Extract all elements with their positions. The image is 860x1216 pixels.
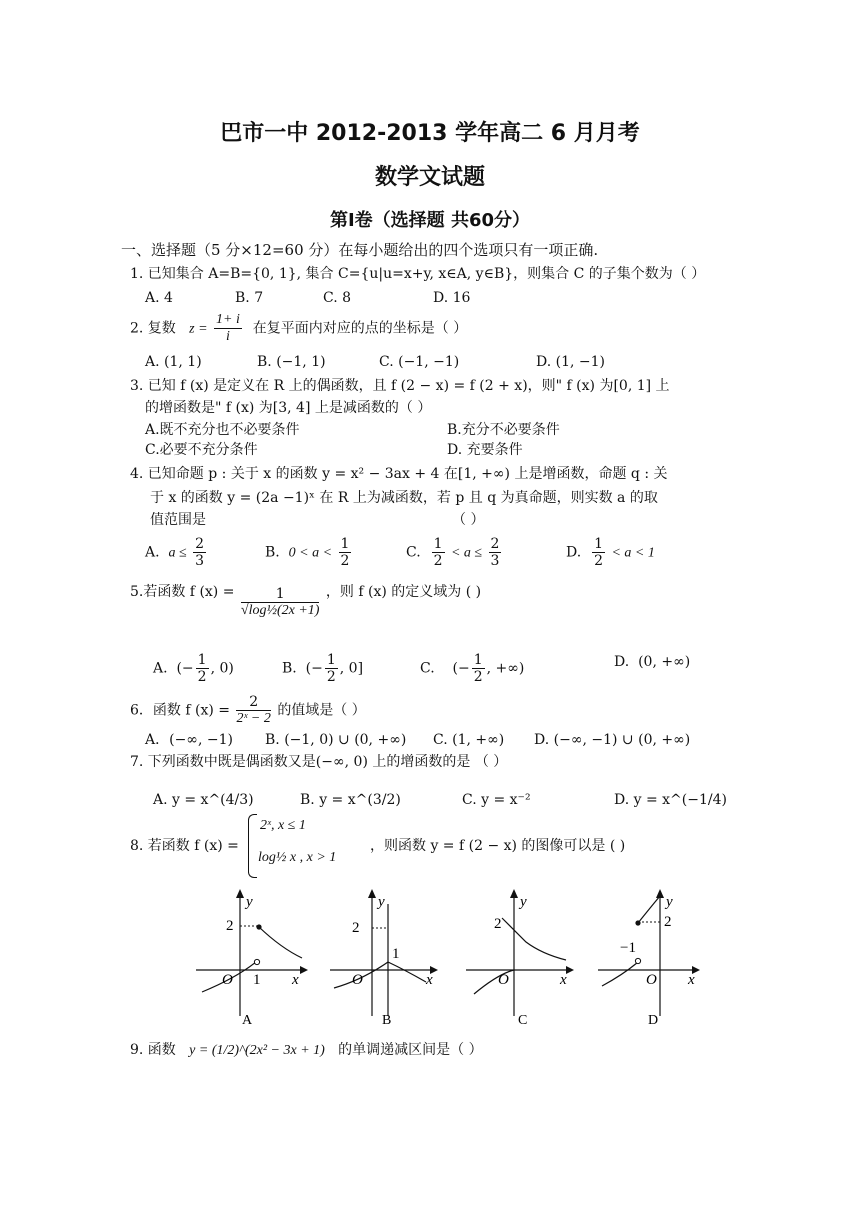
q8-b-caption: B [382,1013,392,1026]
q8-suffix: ，则函数 y = f (2 − x) 的图像可以是 ( ) [370,838,626,854]
q1-option-a: A. 4 [145,290,173,306]
q5-a-frac [196,652,209,685]
q4-b-pre: 0 < a < [288,545,333,561]
question-4-line-1: 4. 已知命题 p : 关于 x 的函数 y = x² − 3ax + 4 在[1, +∞) 上是增函数，命题 q : 关 [130,466,668,482]
q2-option-b: B. (−1, 1) [257,354,326,370]
q7-option-c: C. y = x⁻² [462,792,531,808]
q8-a-caption: A [242,1013,253,1026]
q5-c-den: 2 [473,669,483,685]
exam-title: 巴市一中 2012-2013 学年高二 6 月月考 [220,121,640,146]
instructions: 一、选择题（5 分×12=60 分）在每小题给出的四个选项只有一项正确. [121,241,599,259]
q4-a-pre: a ≤ [168,545,187,561]
q5-d-pre: (0, +∞) [638,654,691,670]
q4-option-d [566,536,655,569]
q8-graph-d [598,886,714,1026]
q5-b-num: 1 [326,652,336,668]
q8-d-label-y: y [666,894,673,910]
q4-c-num: 1 [433,536,443,552]
q3-option-d: D. 充要条件 [447,442,523,458]
q2-fraction [214,312,242,345]
q8-d-label-2: 2 [664,914,672,930]
q4-d-post: < a < 1 [611,545,655,561]
q5-a-post: , 0) [210,660,234,677]
q8-graph-a [196,886,312,1026]
q6-option-b: B. (−1, 0) ∪ (0, +∞) [265,732,407,748]
q6-option-d: D. (−∞, −1) ∪ (0, +∞) [534,732,691,748]
section-heading: 第Ⅰ卷（选择题 共60分） [329,210,530,231]
q5-option-c [420,652,524,685]
q8-b-label-o: O [352,972,363,988]
q4-b-num: 1 [340,536,350,552]
q6-suffix: 的值域是（ ） [277,702,366,719]
question-9-stem [130,1040,483,1061]
q5-b-frac [325,652,338,685]
q5-d-label: D. [614,654,630,670]
q4-b-den: 2 [340,553,350,569]
q5-fraction [241,586,320,619]
q5-suffix: ，则 f (x) 的定义域为 ( ) [325,584,482,600]
q5-c-pre: (− [452,660,470,677]
q5-c-post: , +∞) [486,660,525,677]
q8-a-label-2: 2 [226,918,234,934]
q4-b-frac [339,536,352,569]
q6-frac-num: 2 [236,694,270,711]
q8-c-caption: C [518,1013,528,1026]
q2-option-d: D. (1, −1) [536,354,605,370]
q5-c-num: 1 [473,652,483,668]
q4-c-den: 2 [433,553,443,569]
question-6-stem [130,694,366,727]
q4-c-den2: 3 [490,553,500,569]
q5-b-pre: (− [305,660,323,677]
q2-suffix: 在复平面内对应的点的坐标是（ ） [252,320,468,337]
q8-a-label-o: O [222,972,233,988]
q2-lhs: z = [189,321,208,337]
q8-c-label-2: 2 [494,916,502,932]
q8-d-label-x: x [688,972,695,988]
q8-b-label-1: 1 [392,946,400,962]
q8-a-label-1: 1 [253,972,261,988]
q4-c-frac-1 [432,536,445,569]
q4-option-c [406,536,503,569]
question-4-line-2: 于 x 的函数 y = (2a −1)ˣ 在 R 上为减函数，若 p 且 q 为真命题，则实数 a 的取 [150,490,658,506]
q8-b-label-y: y [378,894,385,910]
q7-option-a: A. y = x^(4/3) [153,792,254,808]
q5-a-den: 2 [197,669,207,685]
q8-d-label-o: O [646,972,657,988]
q4-d-label: D. [566,544,582,561]
q4-c-frac-2 [489,536,502,569]
q9-suffix: 的单调递减区间是（ ） [338,1042,483,1058]
q5-a-label: A. [153,660,168,677]
q5-option-a [153,652,234,685]
q4-a-frac [193,536,206,569]
q5-b-den: 2 [326,669,336,685]
q8-case-2: log½ x , x > 1 [258,850,337,865]
q4-b-label: B. [265,544,280,561]
q3-option-a: A.既不充分也不必要条件 [145,422,300,438]
q8-b-label-2: 2 [352,920,360,936]
q1-option-b: B. 7 [235,290,264,306]
q5-a-num: 1 [197,652,207,668]
q4-option-b [265,536,353,569]
exam-subtitle: 数学文试题 [374,165,485,190]
q4-option-a [145,536,208,569]
q8-graph-b [330,886,446,1026]
q5-c-label: C. [420,660,435,677]
q2-frac-den: i [226,329,230,344]
q2-option-c: C. (−1, −1) [379,354,460,370]
q4-a-num: 2 [195,536,205,552]
question-3-line-2: 的增函数是" f (x) 为[3, 4] 上是减函数的（ ） [145,400,432,416]
q4-c-num2: 2 [490,536,500,552]
q2-prefix: 2. 复数 [130,320,176,337]
q4-d-num: 1 [594,536,604,552]
q8-c-label-o: O [498,972,509,988]
question-1-stem: 1. 已知集合 A=B={0, 1}, 集合 C={u|u=x+y, x∈A, y∈B}，则集合 C 的子集个数为（ ） [130,266,706,282]
q2-option-a: A. (1, 1) [145,354,202,370]
question-2-stem [130,312,467,345]
q3-option-b: B.充分不必要条件 [447,422,560,438]
q2-frac-num: 1+ i [216,312,240,327]
q5-frac-num: 1 [241,586,320,603]
q8-case-1: 2ˣ, x ≤ 1 [260,818,306,833]
q6-fraction [236,694,270,727]
q8-c-label-x: x [560,972,567,988]
q5-prefix: 5.若函数 f (x) = [130,584,235,600]
q5-frac-den: √log½(2x +1) [240,603,320,618]
q5-a-pre: (− [176,660,194,677]
q4-c-mid: < a ≤ [450,545,483,561]
q6-prefix: 6．函数 f (x) = [130,702,230,719]
q3-option-c: C.必要不充分条件 [145,442,258,458]
q8-prefix: 8. 若函数 f (x) = [130,838,239,854]
q8-d-label-neg1: −1 [620,940,636,956]
q5-b-label: B. [282,660,297,677]
q8-d-caption: D [648,1013,659,1026]
q5-b-post: , 0] [339,660,364,677]
q7-option-b: B. y = x^(3/2) [300,792,401,808]
q1-option-d: D. 16 [433,290,471,306]
q5-option-d [614,652,690,672]
q6-frac-den: 2ˣ − 2 [236,711,271,726]
question-4-line-3: 值范围是 [150,512,206,528]
q9-expression: y = (1/2)^(2x² − 3x + 1) [189,1043,325,1058]
question-8-stem [130,836,239,856]
q8-b-label-x: x [426,972,433,988]
q6-option-a: A．(−∞, −1) [145,732,233,748]
q1-option-c: C. 8 [323,290,352,306]
q8-a-label-y: y [246,894,253,910]
q5-c-frac [472,652,485,685]
q4-d-frac [592,536,605,569]
q4-d-den: 2 [594,553,604,569]
q8-c-label-y: y [520,894,527,910]
question-7-stem: 7. 下列函数中既是偶函数又是(−∞, 0) 上的增函数的是 （ ） [130,754,508,770]
q8-piecewise-brace [248,814,257,878]
question-4-answer-paren: （ ） [452,512,485,528]
q4-a-den: 3 [195,553,205,569]
q8-a-label-x: x [292,972,299,988]
q4-c-label: C. [406,544,421,561]
q9-prefix: 9. 函数 [130,1042,176,1058]
q7-option-d: D. y = x^(−1/4) [614,792,727,808]
question-5-stem [130,582,481,619]
q6-option-c: C. (1, +∞) [433,732,505,748]
q8-graph-c [466,886,582,1026]
q5-option-b [282,652,363,685]
q4-a-label: A. [145,544,160,561]
question-3-line-1: 3. 已知 f (x) 是定义在 R 上的偶函数，且 f (2 − x) = f (2 + x)，则" f (x) 为[0, 1] 上 [130,378,670,394]
